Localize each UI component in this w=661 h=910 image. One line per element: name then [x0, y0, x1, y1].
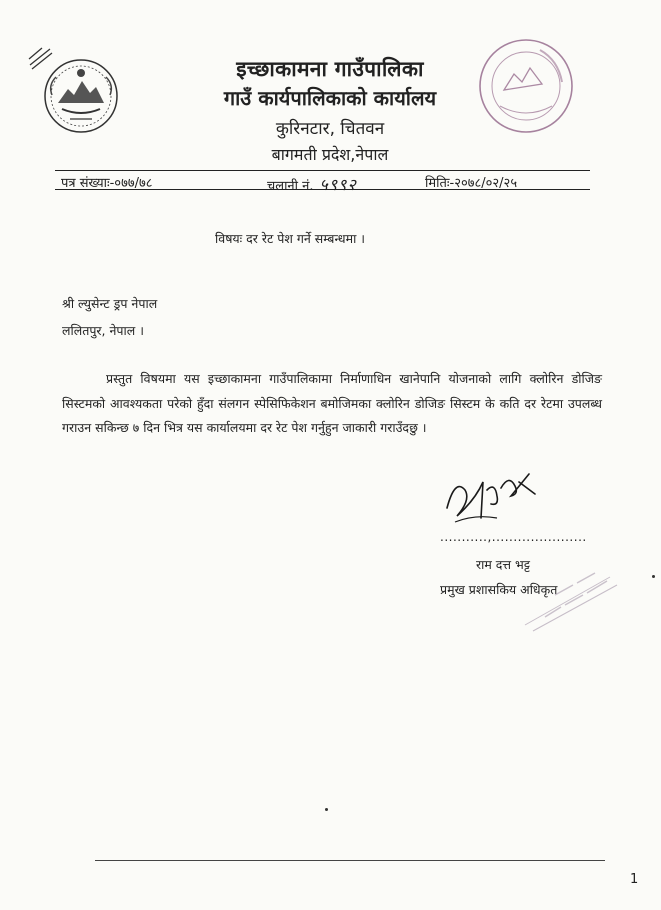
- recipient-address: ललितपुर, नेपाल ।: [62, 323, 144, 338]
- office-name: गाउँ कार्यपालिकाको कार्यालय: [223, 86, 437, 110]
- ink-speck: [325, 808, 328, 811]
- office-province: बागमती प्रदेश,नेपाल: [271, 145, 389, 164]
- letter-subject: विषयः दर रेट पेश गर्ने सम्बन्धमा ।: [215, 231, 366, 246]
- municipality-name: इच्छाकामना गाउँपालिका: [236, 57, 424, 81]
- signer-name: राम दत्त भट्ट: [476, 557, 530, 572]
- letter-number: पत्र संख्याः-०७७/७८: [61, 176, 153, 191]
- letterhead: [140, 55, 520, 167]
- signature-dots: ...........,......................: [440, 530, 587, 544]
- recipient-name: श्री ल्युसेन्ट ड्रप नेपाल: [62, 296, 158, 311]
- signature-stamp-icon: [515, 555, 625, 635]
- office-location: कुरिनटार, चितवन: [275, 119, 385, 139]
- divider-top: [55, 170, 590, 171]
- dispatch-number-group: [267, 173, 357, 195]
- letter-date: मितिः-२०७८/०२/२५: [425, 176, 518, 191]
- divider-bottom: [55, 189, 590, 190]
- recipient-block: [62, 290, 157, 344]
- handwritten-signature-icon: [435, 460, 545, 530]
- footer-rule: [95, 860, 605, 861]
- letter-body: प्रस्तुत विषयमा यस इच्छाकामना गाउँपालिकामा निर्माणाधिन खानेपानि योजनाको लागि क्लोरिन डोजिङ सिस्टमको आवश्यकता परेको हुँदा संलगन स्पेसिफिकेशन बमोजिमका क्लोरिन डोजिङ सिस्टम के कति दर रेटमा उपलब्ध गराउन सकिन्छ ७ दिन भित्र यस कार्यालयमा दर रेट पेश गर्नुहुन जाकारी गराउँदछु ।: [62, 371, 602, 435]
- reference-line: [55, 170, 590, 194]
- signer-title: प्रमुख प्रशासकिय अधिकृत: [440, 582, 558, 597]
- dispatch-label: चलानी नं.: [267, 179, 314, 194]
- dispatch-number: ५९९२: [319, 175, 357, 194]
- nepal-emblem-icon: [40, 55, 122, 137]
- page-number: 1: [630, 872, 639, 887]
- ink-speck: [652, 575, 655, 578]
